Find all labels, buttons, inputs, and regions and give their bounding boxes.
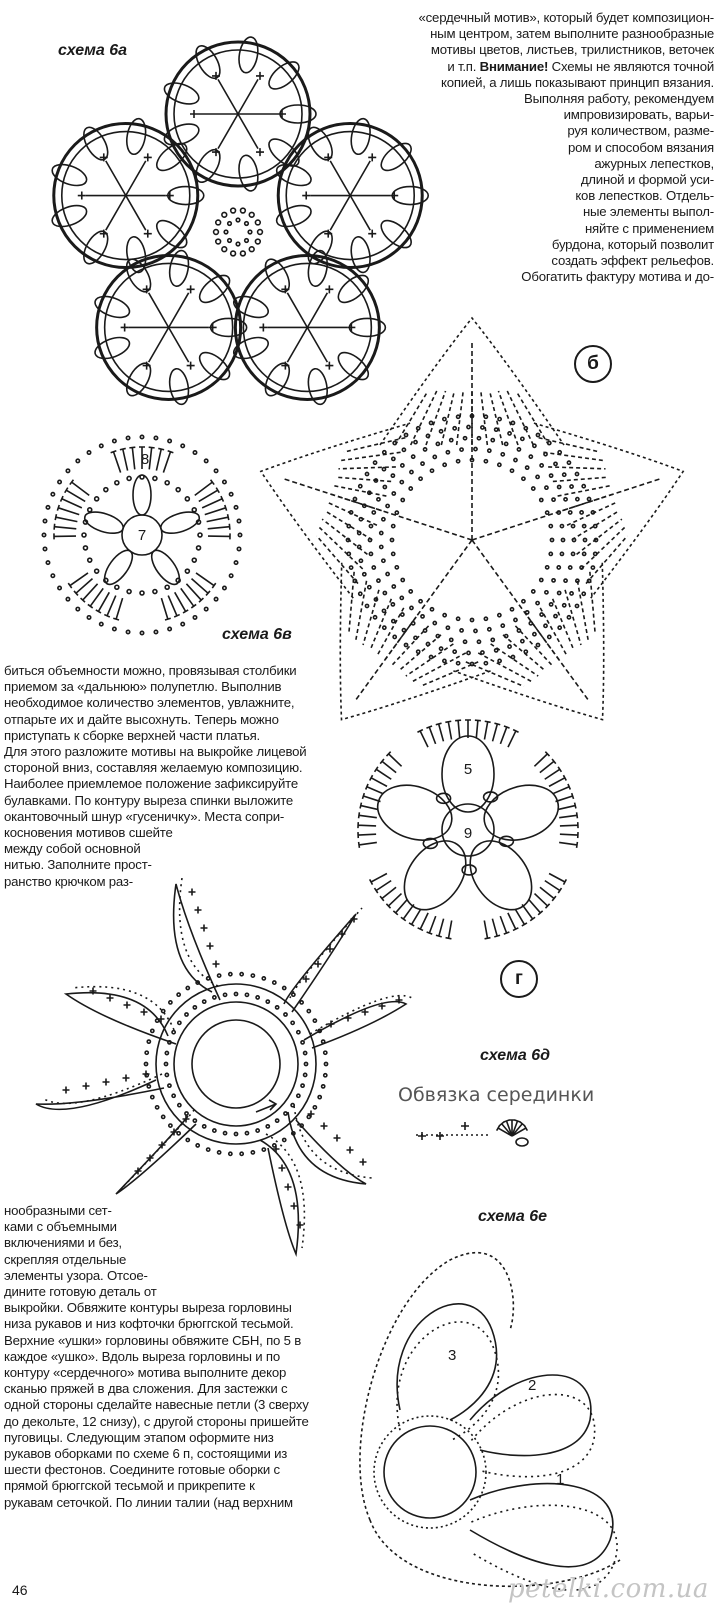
scheme-6v-label: схема 6в	[222, 626, 292, 643]
text-line: нитью. Заполните прост-	[4, 857, 152, 873]
text-line: выкройки. Обвяжите контуры выреза горловины	[4, 1300, 292, 1316]
text-line: до декольте, 12 снизу), с другой стороны пришейте	[4, 1413, 309, 1429]
scheme-b-label: б	[574, 345, 612, 383]
text-line: создать эффект рельефов.	[551, 253, 714, 269]
scheme-g-center-number: 9	[463, 825, 473, 842]
text-line: элементы узора. Отсое-	[4, 1267, 148, 1283]
petal-stitches	[471, 1395, 594, 1477]
text-line: приступать к сборке верхней части платья.	[4, 727, 261, 743]
text-line: ков лепестков. Отдель-	[575, 188, 714, 204]
text-line: бурдона, который позволит	[551, 236, 714, 252]
scheme-6e-petal-2: 2	[528, 1377, 537, 1394]
petal-outline	[470, 1484, 613, 1567]
text-line: Верхние «ушки» горловины обвяжите СБН, по 5 в	[4, 1332, 302, 1348]
text-line: дините готовую деталь от	[4, 1284, 157, 1300]
text-line: скрепляя отдельные	[4, 1251, 127, 1267]
text-line: включениями и без,	[4, 1235, 122, 1251]
scheme-6v-center-number: 7	[137, 527, 147, 544]
text-line: длиной и формой уси-	[580, 172, 714, 188]
scheme-g-petal-number: 5	[463, 761, 473, 778]
text-line: шести фестонов. Соедините готовые оборки с	[4, 1462, 280, 1478]
text-line: низа рукавов и низ кофточки брюггской тесьмой.	[4, 1316, 294, 1332]
text-line: отпарьте их и дайте высохнуть. Теперь можно	[4, 711, 279, 727]
text-line: рукавов оборками по схеме 6 п, состоящими из	[4, 1446, 288, 1462]
attention-bold: Внимание!	[479, 58, 549, 74]
text-line: копией, а лишь показывают принцип вязания.	[441, 74, 714, 90]
text-line: каждое «ушко». Вдоль выреза горловины и по	[4, 1348, 281, 1364]
text-line: биться объемности можно, провязывая столбики	[4, 663, 297, 678]
text-line: и т.п. Внимание! Схемы не являются точной	[447, 58, 714, 74]
text-line: импровизировать, варьи-	[563, 107, 714, 123]
text-line: Наиболее приемлемое положение зафиксируйте	[4, 776, 298, 792]
text-line: прямой брюггской тесьмой и прикрепите к	[4, 1478, 255, 1494]
text-line: ным центром, затем выполните разнообразные	[430, 26, 714, 42]
page-number: 46	[12, 1582, 28, 1598]
text-line: приемом за «дальнюю» полупетлю. Выполнив	[4, 679, 282, 695]
center-stitches	[374, 1416, 486, 1528]
text-line: «сердечный мотив», который будет композицион-	[418, 10, 714, 25]
scheme-6e-petal-1: 1	[556, 1471, 565, 1488]
text-line: косновения мотивов сшейте	[4, 825, 173, 841]
text-line: булавками. По контуру выреза спинки выложите	[4, 792, 294, 808]
text-line: няйте с применением	[584, 220, 714, 236]
text-line: стороной вниз, составляя желаемую композицию.	[4, 760, 303, 776]
text-line: между собой основной	[4, 841, 141, 857]
text-line: ные элементы выпол-	[582, 204, 714, 220]
text-line: одной стороны сделайте навесные петли (3 сверху	[4, 1397, 309, 1413]
scheme-6v-top-number: 8	[140, 451, 150, 468]
petal-stitches	[397, 1322, 498, 1441]
text-line: пуговицы. Следующим этапом оформите низ	[4, 1429, 274, 1445]
scheme-g-label: г	[500, 960, 538, 998]
text-line: Выполняя работу, рекомендуем	[524, 91, 714, 107]
text-line: контуру «сердечного» мотива выполните декор	[4, 1365, 287, 1381]
text-line: Обогатить фактуру мотива и до-	[521, 269, 714, 285]
scheme-6d-label: схема 6д	[480, 1047, 551, 1064]
text-line: рукавам сеточкой. По линии талии (над верхним	[4, 1494, 293, 1510]
text-line: нообразными сет-	[4, 1203, 112, 1218]
text-line: сканью пряжей в два сложения. Для застежки с	[4, 1381, 288, 1397]
text-line: Для этого разложите мотивы на выкройке лицевой	[4, 744, 307, 760]
text-line: ранство крючком раз-	[4, 873, 133, 889]
text-line: окантовочный шнур «гусеничку». Места сопри-	[4, 808, 285, 824]
text-line: ками с объемными	[4, 1219, 117, 1235]
text-line: необходимое количество элементов, увлажните,	[4, 695, 295, 711]
petal-outline	[397, 1304, 496, 1420]
outer-edge	[360, 1253, 513, 1520]
text-line: руя количеством, разме-	[567, 123, 714, 139]
scheme-6a-label: схема 6а	[58, 42, 128, 59]
center-ring	[384, 1426, 476, 1518]
scheme-6e-label: схема 6е	[478, 1208, 548, 1225]
scheme-6d-subtitle: Обвязка серединки	[398, 1084, 595, 1106]
text-line: ажурных лепестков,	[594, 155, 714, 171]
text-line: мотивы цветов, листьев, трилистников, веточек	[430, 42, 714, 58]
site-watermark: petelki.com.ua	[508, 1574, 709, 1604]
text-line: ром и способом вязания	[568, 139, 714, 155]
scheme-6e-petal-3: 3	[448, 1347, 457, 1364]
